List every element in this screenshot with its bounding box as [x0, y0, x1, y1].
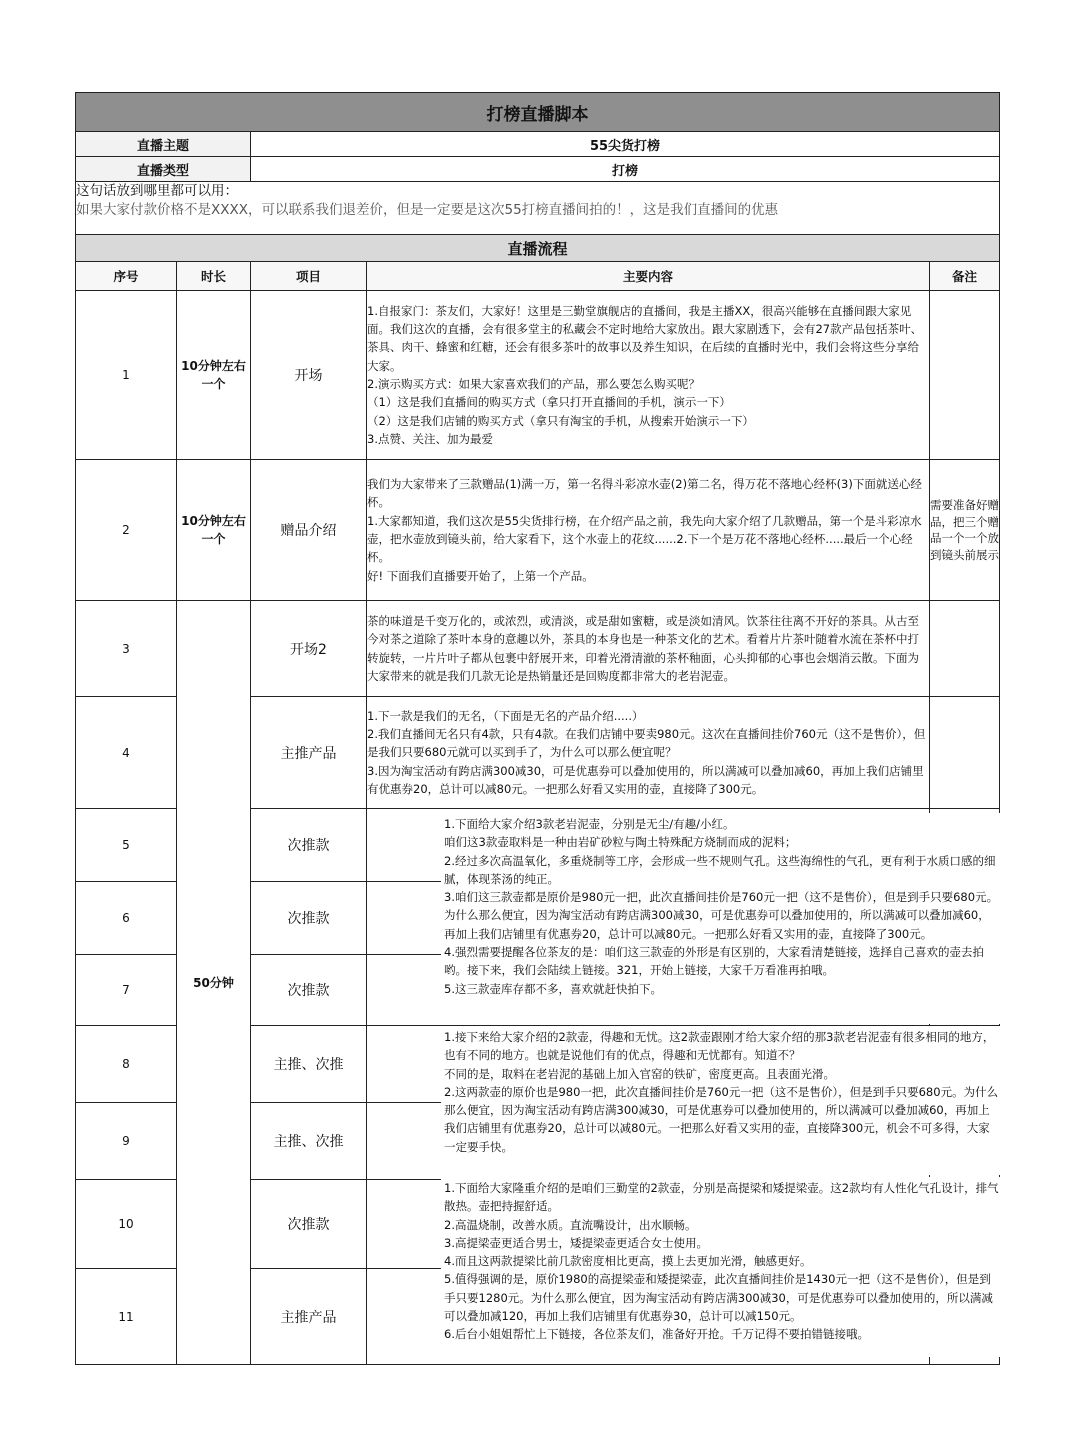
content-line: 4.而且这两款提梁比前几款密度相比更高，摸上去更加光滑，触感更好。: [444, 1254, 812, 1269]
row-remark: [930, 291, 1000, 460]
row-item: 次推款: [251, 955, 367, 1026]
general-note: [76, 182, 1000, 235]
row-item: 次推款: [251, 882, 367, 955]
content-line: 1.大家都知道，我们这次是55尖货排行榜，在介绍产品之前，我先向大家介绍了几款赠品，第一个是斗彩凉水壶，把水壶放到镜头前，给大家看下，这个水壶上的花纹......2.下一个是万花不落地心经杯.....最后一个心经杯。: [367, 513, 922, 565]
type-label: 直播类型: [76, 157, 251, 182]
content-line: 好! 下面我们直播要开始了，上第一个产品。: [367, 568, 594, 583]
type-value: 打榜: [251, 157, 1000, 182]
row-duration: 10分钟左右一个: [177, 291, 251, 460]
content-line: （2）这是我们店铺的购买方式（拿只有淘宝的手机，从搜索开始演示一下）: [367, 413, 754, 428]
flow-title: 直播流程: [76, 235, 1000, 262]
column-header-no: 序号: [76, 262, 177, 291]
content-line: 3.因为淘宝活动有跨店满300减30，可是优惠券可以叠加使用的，所以满减可以叠加减60，再加上我们店铺里有优惠券20，总计可以减80元。一把那么好看又实用的壶，直接降了300元。: [367, 763, 924, 796]
row-item: 开场: [251, 291, 367, 460]
content-line: 不同的是，取料在老岩泥的基础上加入官窑的铁矿，密度更高。且表面光滑。: [444, 1066, 835, 1081]
row-remark: 需要准备好赠品，把三个赠品一个一个放到镜头前展示: [930, 460, 1000, 601]
content-line: 2.高温烧制，改善水质。直流嘴设计，出水顺畅。: [444, 1217, 697, 1232]
note-line-2: 如果大家付款价格不是XXXX，可以联系我们退差价，但是一定要是这次55打榜直播间拍的！，这是我们直播间的优惠: [76, 202, 779, 218]
content-line: 5.这三款壶库存都不多，喜欢就赶快拍下。: [444, 981, 662, 996]
row-remark: [930, 601, 1000, 697]
content-line: 茶的味道是千变万化的，或浓烈，或清淡，或是甜如蜜糖，或是淡如清风。饮茶往往离不开好的茶具。从古至今对茶之道除了茶叶本身的意趣以外，茶具的本身也是一种茶文化的艺术。看着片片茶叶随着水流在茶杯中打转旋转，一片片叶子都从包裹中舒展开来，印着光滑清澈的茶杯釉面，心头抑郁的心事也会烟消云散。下面为大家带来的就是我们几款无论是热销量还是回购度都非常大的老岩泥壶。: [367, 613, 919, 683]
column-header-duration: 时长: [177, 262, 251, 291]
row-duration-merged: 50分钟: [177, 601, 251, 1365]
column-header-item: 项目: [251, 262, 367, 291]
row-number: 5: [76, 809, 177, 882]
column-header-remark: 备注: [930, 262, 1000, 291]
content-line: 4.强烈需要提醒各位茶友的是：咱们这三款壶的外形是有区别的，大家看清楚链接，选择自己喜欢的壶去拍哟。接下来，我们会陆续上链接。321，开始上链接，大家千万看准再拍哦。: [444, 945, 984, 978]
merged-content-rows-10-11: [441, 1177, 1003, 1357]
row-content: [367, 460, 930, 601]
table-row: [76, 601, 1000, 697]
content-line: 3.点赞、关注、加为最爱: [367, 431, 493, 446]
row-number: 11: [76, 1269, 177, 1365]
content-line: 2.我们直播间无名只有4款，只有4款。在我们店铺中要卖980元。这次在直播间挂价760元（这不是售价），但是我们只要680元就可以买到手了，为什么可以那么便宜呢？: [367, 727, 926, 760]
content-line: 1.下面给大家介绍3款老岩泥壶，分别是无尘/有趣/小红。: [444, 817, 735, 831]
content-line: 3.高提梁壶更适合男士，矮提梁壶更适合女士使用。: [444, 1235, 708, 1250]
content-line: 1.下面给大家隆重介绍的是咱们三勤堂的2款壶，分别是高提梁和矮提梁壶。这2款均有人性化气孔设计，排气散热。壶把持握舒适。: [444, 1181, 999, 1214]
row-content: [367, 697, 930, 809]
row-item: 主推、次推: [251, 1103, 367, 1180]
content-line: 6.后台小姐姐帮忙上下链接，各位茶友们，准备好开抢。千万记得不要拍错链接哦。: [444, 1327, 869, 1342]
content-line: （1）这是我们直播间的购买方式（拿只打开直播间的手机，演示一下）: [367, 395, 731, 410]
content-line: 2.这两款壶的原价也是980一把，此次直播间挂价是760元一把（这不是售价），但是到手只要680元。为什么那么便宜，因为淘宝活动有跨店满300减30，可是优惠券可以叠加使用的，所以满减可以叠加减60，再加上我们店铺里有优惠券20，总计可以减80元。一把那么好看又实用的壶，直接降300元，机会不可多得，大家一定要手快。: [444, 1084, 999, 1154]
row-number: 9: [76, 1103, 177, 1180]
row-item: 次推款: [251, 809, 367, 882]
theme-value: 55尖货打榜: [251, 132, 1000, 157]
row-item: 主推、次推: [251, 1026, 367, 1103]
row-remark: [930, 697, 1000, 809]
script-sheet: [75, 92, 999, 1358]
row-duration: 10分钟左右一个: [177, 460, 251, 601]
note-line-1: 这句话放到哪里都可以用：: [76, 183, 238, 199]
content-line: 2.演示购买方式：如果大家喜欢我们的产品，那么要怎么购买呢？: [367, 377, 700, 391]
table-row: [76, 460, 1000, 601]
content-line: 1.接下来给大家介绍的2款壶，得趣和无忧。这2款壶跟刚才给大家介绍的那3款老岩泥壶有很多相同的地方，也有不同的地方。也就是说他们有的优点，得趣和无忧都有。知道不？: [444, 1030, 995, 1063]
row-item: 次推款: [251, 1180, 367, 1269]
content-line: 3.咱们这三款壶都是原价是980元一把，此次直播间挂价是760元一把（这不是售价），但是到手只要680元。为什么那么便宜，因为淘宝活动有跨店满300减30，可是优惠券可以叠加使用的，所以满减可以叠加减60，再加上我们店铺里有优惠券20，总计可以减80元。一把那么好看又实用的壶，直接降了300元。: [444, 890, 999, 941]
merged-content-rows-5-7: [441, 813, 1003, 1024]
content-line: 2.经过多次高温氧化，多重烧制等工序，会形成一些不规则气孔。这些海绵性的气孔，更有利于水质口感的细腻，体现茶汤的纯正。: [444, 853, 996, 886]
row-content: [367, 601, 930, 697]
content-line: 5.值得强调的是，原价1980的高提梁壶和矮提梁壶，此次直播间挂价是1430元一把（这不是售价），但是到手只要1280元。为什么那么便宜，因为淘宝活动有跨店满300减30，可是优惠券可以叠加使用的，所以满减可以叠加减120，再加上我们店铺里有优惠券30，总计可以减150元。: [444, 1272, 993, 1324]
row-number: 2: [76, 460, 177, 601]
column-header-content: 主要内容: [367, 262, 930, 291]
content-line: 1.自报家门：茶友们，大家好！这里是三勤堂旗舰店的直播间，我是主播XX，很高兴能够在直播间跟大家见面。我们这次的直播，会有很多堂主的私藏会不定时地给大家放出。跟大家剧透下，会有27款产品包括茶叶、茶具、肉干、蜂蜜和红糖，还会有很多茶叶的故事以及养生知识，在后续的直播时光中，我们会将这些分享给大家。: [367, 303, 923, 373]
theme-label: 直播主题: [76, 132, 251, 157]
row-item: 开场2: [251, 601, 367, 697]
row-number: 3: [76, 601, 177, 697]
row-number: 6: [76, 882, 177, 955]
table-row: [76, 291, 1000, 460]
row-item: 主推产品: [251, 1269, 367, 1365]
content-line: 1.下一款是我们的无名，（下面是无名的产品介绍.....）: [367, 708, 644, 723]
row-number: 7: [76, 955, 177, 1026]
row-number: 10: [76, 1180, 177, 1269]
row-item: 主推产品: [251, 697, 367, 809]
content-line: 咱们这3款壶取料是一种由岩矿砂粒与陶土特殊配方烧制而成的泥料；: [444, 835, 797, 850]
row-content: [367, 291, 930, 460]
sheet-title: 打榜直播脚本: [76, 93, 1000, 132]
content-line: 我们为大家带来了三款赠品(1)满一万，第一名得斗彩凉水壶(2)第二名，得万花不落地心经杯(3)下面就送心经杯。: [367, 477, 922, 510]
merged-content-rows-8-9: [441, 1026, 1003, 1175]
row-number: 4: [76, 697, 177, 809]
row-number: 1: [76, 291, 177, 460]
row-number: 8: [76, 1026, 177, 1103]
row-item: 赠品介绍: [251, 460, 367, 601]
